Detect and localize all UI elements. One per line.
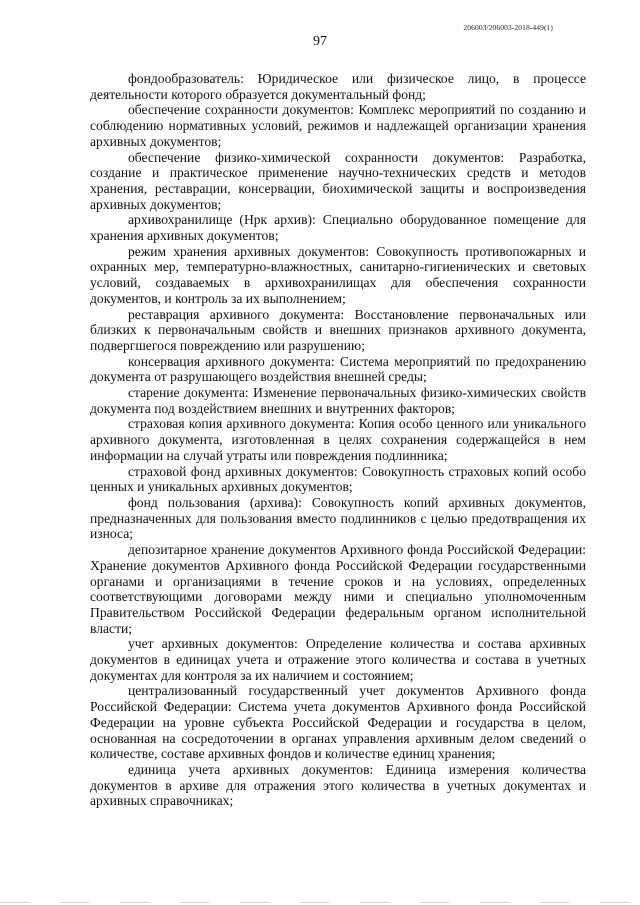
definition-paragraph: реставрация архивного документа: Восстановление первоначальных или близких к первоначальным свойств и внешних признаков архивного документа, подвергшегося повреждению или разрушению;: [90, 306, 586, 353]
definition-paragraph: режим хранения архивных документов: Совокупность противопожарных и охранных мер, температурно-влажностных, санитарно-гигиенических и световых условий, создаваемых в архивохранилищах для обеспечения сохранности документов, и контроль за их выполнением;: [90, 243, 586, 306]
definition-paragraph: фондообразователь: Юридическое или физическое лицо, в процессе деятельности которого образуется документальный фонд;: [90, 71, 586, 102]
page-number: 97: [313, 34, 327, 49]
document-id: 206003/206003-2018-449(1): [463, 23, 553, 32]
definition-paragraph: единица учета архивных документов: Единица измерения количества документов в архиве для отражения этого количества в учетных документах и архивных справочниках;: [90, 761, 586, 809]
definition-paragraph: централизованный государственный учет документов Архивного фонда Российской Федерации: Система учета документов Архивного фонда Российской Федерации на уровне субъекта Российской Федерации и государства в целом, основанная на сосредоточении в органах управления архивным делом сведений о количестве, составе архивных фондов и количестве единиц хранения;: [90, 683, 586, 762]
definition-paragraph: старение документа: Изменение первоначальных физико-химических свойств документа под воздействием внешних и внутренних факторов;: [90, 385, 586, 416]
document-body: [90, 71, 586, 809]
definition-paragraph: страховой фонд архивных документов: Совокупность страховых копий особо ценных и уникальных архивных документов;: [90, 463, 586, 495]
definition-paragraph: фонд пользования (архива): Совокупность копий архивных документов, предназначенных для пользования вместо подлинников с целью предотвращения их износа;: [90, 494, 586, 542]
definition-paragraph: депозитарное хранение документов Архивного фонда Российской Федерации: Хранение документов Архивного фонда Российской Федерации государственными органами и организациями в течение сроков и на условиях, определенных соответствующими договорами между ними и специально уполномоченным Правительством Российской Федерации федеральным органом исполнительной власти;: [90, 542, 586, 636]
definition-paragraph: страховая копия архивного документа: Копия особо ценного или уникального архивного документа, изготовленная в целях сохранения содержащейся в нем информации на случай утраты или повреждения подлинника;: [90, 416, 586, 463]
definition-paragraph: консервация архивного документа: Система мероприятий по предохранению документа от разрушающего воздействия внешней среды;: [90, 353, 586, 385]
definition-paragraph: обеспечение физико-химической сохранности документов: Разработка, создание и практическое применение научно-технических средств и методов хранения, реставрации, консервации, биохимической защиты и воспроизведения архивных документов;: [90, 149, 586, 212]
definition-paragraph: архивохранилище (Нрк архив): Специально оборудованное помещение для хранения архивных документов;: [90, 212, 586, 244]
definition-paragraph: обеспечение сохранности документов: Комплекс мероприятий по созданию и соблюдению нормативных условий, режимов и надлежащей организации хранения архивных документов;: [90, 102, 586, 149]
scan-edge-divider: [0, 902, 640, 903]
definition-paragraph: учет архивных документов: Определение количества и состава архивных документов в единицах учета и отражение этого количества и состава в учетных документах для контроля за их наличием и состоянием;: [90, 636, 586, 683]
